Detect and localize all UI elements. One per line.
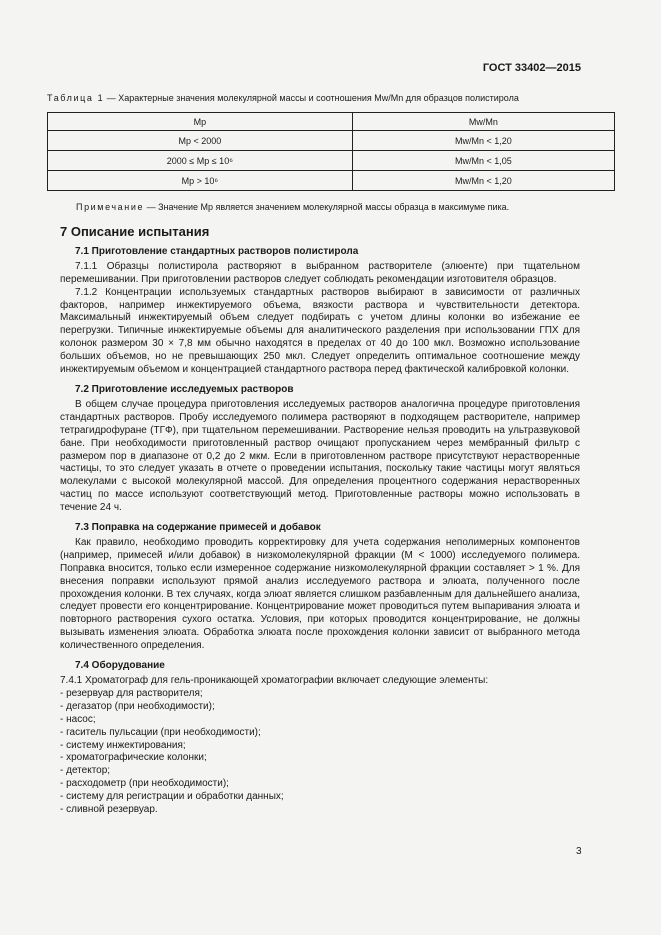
table-cell: Mp > 10⁶ xyxy=(48,171,353,191)
list-item: - детектор; xyxy=(60,765,111,777)
table-caption-text: — Характерные значения молекулярной массы и соотношения Mw/Mn для образцов полистирола xyxy=(104,93,519,103)
table-header-cell: Mw/Mn xyxy=(352,113,614,131)
table-cell: 2000 ≤ Mp ≤ 10⁶ xyxy=(48,151,353,171)
paragraph: Как правило, необходимо проводить корректировку для учета содержания неполимерных компонентов (например, примесей и/или добавок) в низкомолекулярной фракции (M < 1000) исследуемого полимера. Поправка вносится, только если измеренное содержание низкомолекулярной фракции составляет > 1 %. Для внесения поправки используют прямой анализ исследуемого раствора и элюата, полученного после прохождения колонки. В тех случаях, когда элюат является слишком разбавленным для дальнейшего анализа, следует провести его концентрирование. Концентрирование может проводиться путем выпаривания элюата и повторного растворения сухого остатка. Условия, при которых проводится концентрирование, не должны вызывать изменения элюата. Обработка элюата после прохождения колонки зависит от выбранного метода количественного определения. xyxy=(60,536,580,652)
table-cell: Mp < 2000 xyxy=(48,131,353,151)
paragraph: 7.1.2 Концентрации используемых стандартных растворов выбирают в зависимости от различных факторов, например инжектируемого объема, вязкости раствора и чувствительности детектора. Максимальный инжектируемый объем следует подбирать с учетом длины колонки во избежание ее перегрузки. Типичные инжектируемые объемы для аналитического разделения при использовании ГПХ для колонок размером 30 × 7,8 мм обычно находятся в пределах от 40 до 100 мкл. Возможно использование больших объемов, но не превышающих 250 мкл. Следует определить оптимальное соотношение между инжектируемым объемом и концентрацией стандартного раствора перед фактической калибровкой колонки. xyxy=(60,286,580,376)
page-number: 3 xyxy=(576,846,582,857)
table-cell: Mw/Mn < 1,20 xyxy=(352,131,614,151)
table-caption-label: Таблица 1 xyxy=(47,93,105,103)
list-item: - дегазатор (при необходимости); xyxy=(60,700,215,712)
paragraph: 7.4.1 Хроматограф для гель-проникающей хроматографии включает следующие элементы: xyxy=(60,675,489,686)
list-item: - гаситель пульсации (при необходимости); xyxy=(60,726,261,738)
list-item: - расходометр (при необходимости); xyxy=(60,778,229,790)
equipment-list xyxy=(60,688,580,817)
table-cell: Mw/Mn < 1,20 xyxy=(352,171,614,191)
table-header-cell: Mp xyxy=(48,113,353,131)
subsection-heading: 7.2 Приготовление исследуемых растворов xyxy=(75,383,294,395)
list-item: - сливной резервуар. xyxy=(60,804,158,816)
document-body xyxy=(60,226,580,817)
paragraph: В общем случае процедура приготовления исследуемых растворов аналогична процедуре приготовления стандартных растворов. Пробу исследуемого полимера растворяют в подходящем растворителе, например тетрагидрофуране (ТГФ), при тщательном перемешивании. Растворение нельзя проводить на ультразвуковой бане. При необходимости приготовленный раствор очищают пропусканием через мембранный фильтр с размером пор в диапазоне от 0,2 до 2 мкм. Если в приготовленном растворе присутствуют нерастворенные частицы, то это следует указать в отчете о проведении испытания, поскольку такие частицы могут являться молекулами с высокой молекулярной массой. Для определения процентного содержания нерастворенных частиц по массе используют соответствующий метод. Приготовленные растворы можно использовать в течение 24 ч. xyxy=(60,398,580,514)
note-text: — Значение Mp является значением молекулярной массы образца в максимуме пика. xyxy=(144,202,510,212)
list-item: - насос; xyxy=(60,713,96,725)
table-row xyxy=(48,171,615,191)
list-item: - хроматографические колонки; xyxy=(60,752,207,764)
table-cell: Mw/Mn < 1,05 xyxy=(352,151,614,171)
list-item: - резервуар для растворителя; xyxy=(60,687,203,699)
list-item: - систему инжектирования; xyxy=(60,739,186,751)
table-row xyxy=(48,131,615,151)
document-code: ГОСТ 33402—2015 xyxy=(482,62,581,74)
note-label: Примечание xyxy=(76,202,145,212)
table-caption xyxy=(47,93,627,103)
table-row xyxy=(48,151,615,171)
table-note xyxy=(76,202,509,212)
subsection-heading: 7.1 Приготовление стандартных растворов полистирола xyxy=(75,245,359,257)
subsection-heading: 7.3 Поправка на содержание примесей и добавок xyxy=(75,522,321,534)
list-item: - систему для регистрации и обработки данных; xyxy=(60,791,284,803)
table-header-row xyxy=(48,113,615,131)
paragraph: 7.1.1 Образцы полистирола растворяют в выбранном растворителе (элюенте) при тщательном перемешивании. При приготовлении растворов следует соблюдать рекомендации изготовителя образцов. xyxy=(60,260,580,285)
subsection-heading: 7.4 Оборудование xyxy=(75,660,165,672)
section-heading: 7 Описание испытания xyxy=(60,224,210,239)
data-table xyxy=(47,112,615,191)
